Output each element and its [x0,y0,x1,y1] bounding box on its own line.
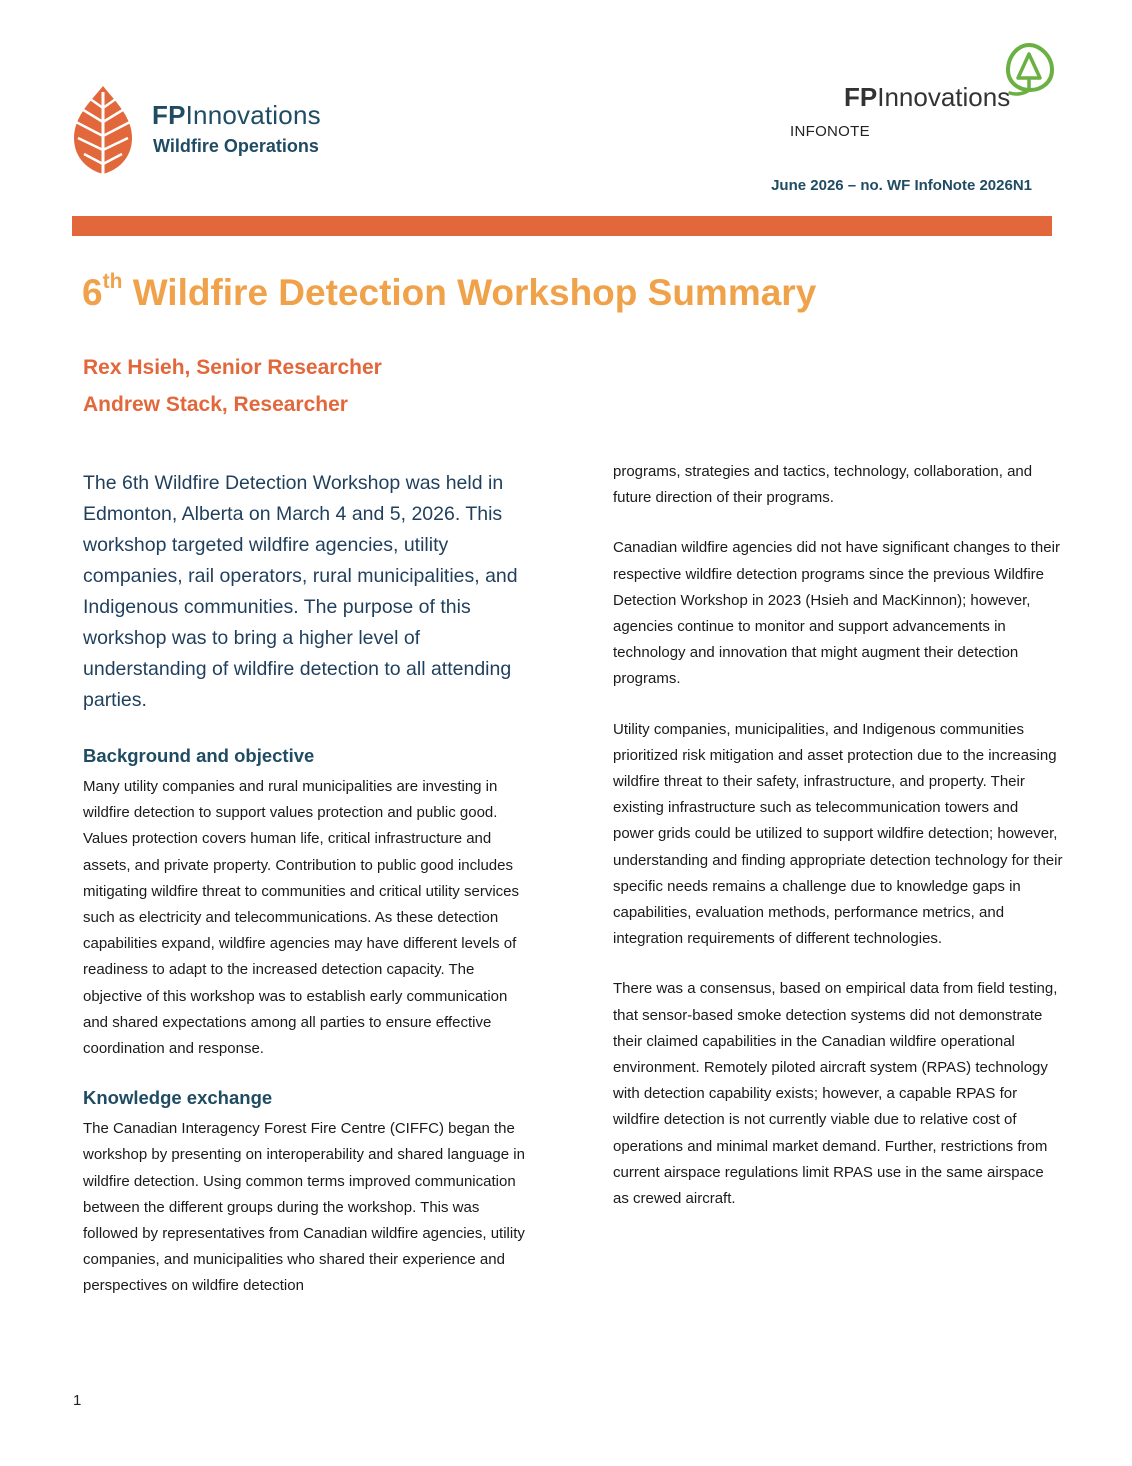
tree-outline-icon [1000,40,1058,98]
right-paragraph-1: programs, strategies and tactics, technology, collaboration, and future direction of their programs. [613,463,1033,507]
header-divider-bar [72,216,1052,236]
knowledge-paragraph: The Canadian Interagency Forest Fire Centre (CIFFC) began the workshop by presenting on interoperability and shared language in wildfire detection. Using common terms improved communication between the different groups during the workshop. This was followed by representatives from Canadian wildfire agencies, utility companies, and municipalities who shared their experience and perspectives on wildfire detection [83,1120,525,1295]
left-logo-wordmark: FPInnovations [152,100,321,130]
author-1: Rex Hsieh, Senior Researcher [83,356,382,379]
document-type-label: INFONOTE [790,123,870,140]
page-title: 6th Wildfire Detection Workshop Summary [82,269,817,313]
right-paragraph-2: Canadian wildfire agencies did not have significant changes to their respective wildfire detection programs since the previous Wildfire Detection Workshop in 2023 (Hsieh and MacKinnon); however, agencies continue to monitor and support advancements in technology and innovation that might augment their detection programs. [613,539,1060,688]
right-paragraph-3: Utility companies, municipalities, and Indigenous communities prioritized risk mitigation and asset protection due to the increasing wildfire threat to their safety, infrastructure, and property. Their existing infrastructure such as telecommunication towers and power grids could be utilized to support wildfire detection; however, understanding and finding appropriate detection technology for their specific needs remains a challenge due to knowledge gaps in capabilities, evaluation methods, performance metrics, and integration requirements of different technologies. [613,720,1063,948]
right-column [613,459,1063,1236]
section-heading-knowledge: Knowledge exchange [83,1087,273,1109]
section-heading-background: Background and objective [83,745,315,766]
left-logo-subtitle: Wildfire Operations [153,136,319,156]
background-paragraph: Many utility companies and rural municipalities are investing in wildfire detection to support values protection and public good. Values protection covers human life, critical infrastructure and assets, and private property. Contribution to public good includes mitigating wildfire threat to communities and critical utility services such as electricity and telecommunications. As these detection capabilities expand, wildfire agencies may have different levels of readiness to adapt to the increased detection capacity. The objective of this workshop was to establish early communication and shared expectations among all parties to ensure effective coordination and response. [83,778,519,1058]
right-logo-wordmark: FPInnovations [844,82,1011,112]
author-2: Andrew Stack, Researcher [83,393,348,416]
page-number: 1 [73,1392,82,1409]
fpinnovations-logo [838,40,1068,120]
leaf-icon [70,82,136,182]
left-column [83,468,533,1324]
right-paragraph-4: There was a consensus, based on empirical data from field testing, that sensor-based smoke detection systems did not demonstrate their claimed capabilities in the Canadian wildfire operational environment. Remotely piloted aircraft system (RPAS) technology with detection capability exists; however, a capable RPAS for wildfire detection is not currently viable due to relative cost of operations and minimal market demand. Further, restrictions from current airspace regulations limit RPAS use in the same airspace as crewed aircraft. [613,980,1058,1208]
lead-paragraph: The 6th Wildfire Detection Workshop was held in Edmonton, Alberta on March 4 and 5, 2026. This workshop targeted wildfire agencies, utility companies, rail operators, rural municipalities, and Indigenous communities. The purpose of this workshop was to bring a higher level of understanding of wildfire detection to all attending parties. [83,472,518,711]
fpinnovations-wildfire-logo [70,82,350,182]
issue-info: June 2026 – no. WF InfoNote 2026N1 [771,177,1032,194]
